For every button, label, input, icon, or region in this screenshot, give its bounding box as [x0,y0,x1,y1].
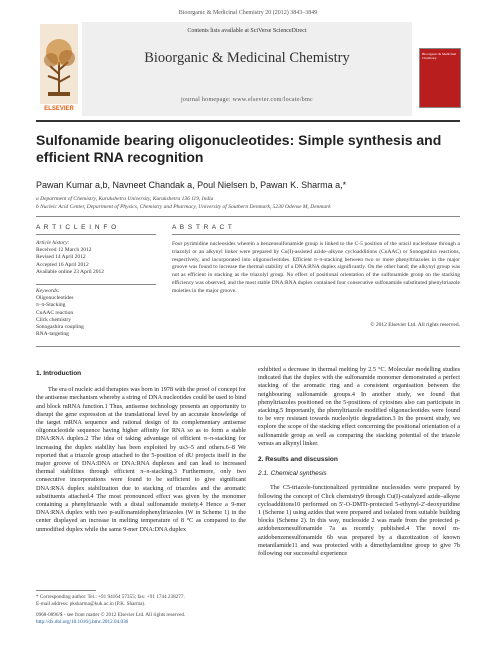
issn-line: 0968-0896/$ - see front matter © 2012 Elsevier Ltd. All rights reserved. [36,612,186,618]
keyword: Click chemistry [36,316,71,323]
copyright: © 2012 Elsevier Ltd. All rights reserved. [370,322,460,328]
affiliation-a: a Department of Chemistry, Kurukshetra University, Kurukshetra 136 119, India [36,196,214,202]
abstract-rule [172,234,460,235]
keyword: RNA-targeting [36,331,69,338]
journal-homepage[interactable]: journal homepage: www.elsevier.com/locate/bmc [180,97,314,103]
body-rule [36,346,460,347]
article-history [36,240,156,276]
left-column [36,370,246,534]
history-line: Available online 23 April 2012 [36,268,105,275]
intro-paragraph: The era of nucleic acid therapies was born in 1978 with the proof of concept for the antisense mechanism whereby a string of DNA nucleotides could be used to bind and block mRNA function.1 Thus, antisense technology presents an opportunity to disrupt the gene expression at the translational level by an accurate knowledge of the target mRNA sequence and rational design of its complementary antisense oligonucleotide sequence having higher affinity for RNA so as to form a stable DNA:RNA duplex.2 The idea of taking advantage of efficient π–π-stacking for increasing the duplex stability has been exploited by us3–5 and others.6–8 We reported that a triazole group attached to the 5-position of dU projects itself in the major groove of DNA:DNA or DNA:RNA duplexes and can lead to increased thermal stabilities through efficient π–π-stacking.3 Furthermore, only two consecutive incorporations were found to be sufficient to give significant DNA:RNA duplex stabilization due to stacking of triazoles and the aromatic substituents attached.4 The most pronounced effect was given by the monomer containing a phenyltriazole with a distal sulfonamide moiety.4 Hence a 9-mer DNA:RNA duplex with two p-sulfonamidophenyltriazoles (W in Scheme 1) in the center displayed an increase in melting temperature of 8 °C as compared to the unmodified duplex while the same 9-mer DNA:DNA duplex [36,386,246,533]
journal-citation: Bioorganic & Medicinal Chemistry 20 (2012) 3843–3849 [178,10,318,16]
keyword: π–π-Stacking [36,302,66,309]
keywords-label: Keywords: [36,288,60,294]
keyword: Sonogashira coupling [36,324,84,331]
right-column [258,366,460,558]
intro-heading: 1. Introduction [36,370,82,377]
intro-continued: exhibited a decrease in thermal melting by 2.5 °C. Molecular modelling studies indicated that the duplex with the sulfonamide monomer demonstrated a perfect stacking of the aromatic ring and a consistent organisation between the neighbouring sulfonamide groups.4 In another study, we found that phenyltriazoles positioned on the 5-positions of cytosines also can participate in stacking.5 Importantly, the phenyltriazole modified oligonucleotides were found to be very resistant towards nucleolytic degradation.3 In the present study, we explore the scope of the stacking effect concerning the positional orientation of a sulfonamide group as well as comparing the stacking potential of the triazole versus an alkynyl linker. [258,366,460,447]
keywords [36,288,156,338]
author-list: Pawan Kumar a,b, Navneet Chandak a, Poul Nielsen b, Pawan K. Sharma a,* [36,180,347,190]
info-rule [36,234,156,235]
footnote [36,594,246,608]
elsevier-tree-logo [40,22,78,114]
author-email[interactable]: E-mail address: pksharma@kuk.ac.in (P.K. Sharma). [36,601,146,607]
history-line: Revised 14 April 2012 [36,254,86,261]
chem-paragraph: The C5-triazole-functionalized pyrimidine nucleosides were prepared by following the concept of Click chemistry9 through Cu(I)-catalyzed azide–alkyne cycloadditions10 performed on 5′-O-DMTr-protected 5-ethynyl-2′-deoxyuridine 1 (Scheme 1) using azides that were prepared and isolated from suitable building blocks (Scheme 2). In this way, nucleoside 2 was made from the protected p-azidobenzenesulfonamide 7a as recently published.4 The novel m-azidobenzenesulfonamide 6b was prepared by a diazotization of known metanilamide11 and was protected with a dimethylamidine group to give 7b following our successful experience [258,484,460,558]
history-line: Received 12 March 2012 [36,247,92,254]
contents-line [82,28,412,34]
affiliation-b: b Nucleic Acid Center, Department of Physics, Chemistry and Pharmacy, University of Southern Denmark, 5230 Odense M, Denmark [36,204,331,210]
publication-info [36,612,336,626]
history-line: Accepted 16 April 2012 [36,261,89,268]
keyword: Oligonucleotides [36,295,74,302]
journal-name: Bioorganic & Medicinal Chemistry [144,50,350,66]
article-title: Sulfonamide bearing oligonucleotides: Simple synthesis and efficient RNA recognition [36,132,442,165]
publisher-name: ELSEVIER [44,106,74,112]
abstract-heading: A B S T R A C T [172,224,233,231]
contents-line-text[interactable]: Contents lists available at SciVerse ScienceDirect [187,28,307,34]
article-history-label: Article history: [36,240,70,246]
keyword: CuAAC reaction [36,309,74,316]
divider [36,216,460,217]
abstract-text: Four pyrimidine nucleosides wherein a benzensulfonamide group is linked to the C-5 position of the uracil nucleobase through a triazolyl or an alkynyl linker were prepared by Cu(I)-assisted azide–alkyne cycloadditions (CuAAC) or Sonogashira reactions, respectively, and incorporated into oligonucleotides. Efficient π–π-stacking between two or more phenyltriazoles in the major groove was found to increase the thermal stability of a DNA:RNA duplex significantly. On the other hand; the alkynyl group was not as efficient in stacking as the triazolyl group. No effect of positional orientation of the sulfonamide group on the stacking efficiency was observed, and the most stable DNA:RNA duplex contained four consecutive sulfonamide substituted phenyltriazole moieties in the major groove. [172,241,460,294]
corresponding-author: * Corresponding author. Tel.: +91 94164 57355; fax: +91 1744 238277. [36,594,185,600]
results-heading: 2. Results and discussion [258,456,338,464]
header-rule [36,120,460,122]
keywords-rule [36,284,156,285]
cover-title: Bioorganic & Medicinal Chemistry [422,52,457,61]
doi-link[interactable]: http://dx.doi.org/10.1016/j.bmc.2012.04.036 [36,619,129,625]
article-info-heading: A R T I C L E I N F O [36,224,118,231]
chem-synthesis-heading: 2.1. Chemical synthesis [258,470,327,478]
footnote-rule [36,590,96,591]
